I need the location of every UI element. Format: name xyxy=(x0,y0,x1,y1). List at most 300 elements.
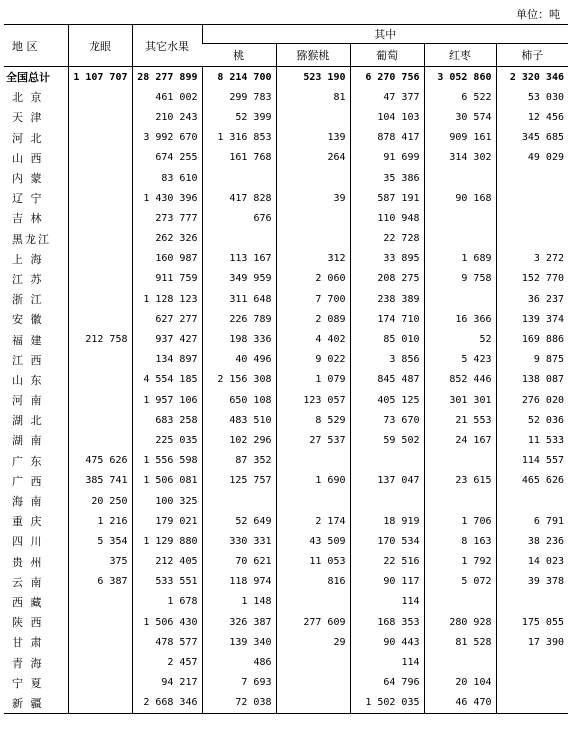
cell-persimmon: 139 374 xyxy=(496,309,568,329)
cell-kiwi xyxy=(276,229,350,249)
cell-peach: 125 757 xyxy=(202,471,276,491)
cell-grape: 845 487 xyxy=(350,370,424,390)
kiwi-header: 猕猴桃 xyxy=(276,44,350,67)
cell-peach: 87 352 xyxy=(202,451,276,471)
cell-persimmon: 9 875 xyxy=(496,350,568,370)
cell-peach: 299 783 xyxy=(202,87,276,107)
cell-grape xyxy=(350,491,424,511)
cell-region: 新 疆 xyxy=(4,693,68,714)
cell-peach: 139 340 xyxy=(202,632,276,652)
table-row xyxy=(4,370,568,390)
cell-peach: 226 789 xyxy=(202,309,276,329)
cell-persimmon: 14 023 xyxy=(496,552,568,572)
cell-kiwi: 139 xyxy=(276,128,350,148)
cell-peach: 676 xyxy=(202,208,276,228)
table-row xyxy=(4,87,568,107)
cell-grape: 238 389 xyxy=(350,289,424,309)
cell-region: 广 东 xyxy=(12,454,44,468)
table-row xyxy=(4,511,568,531)
cell-grape: 114 xyxy=(350,652,424,672)
cell-peach: 417 828 xyxy=(202,188,276,208)
cell-other: 225 035 xyxy=(132,430,202,450)
table-row xyxy=(4,491,568,511)
cell-grape: 104 103 xyxy=(350,107,424,127)
cell-jujube xyxy=(424,208,496,228)
cell-grape: 170 534 xyxy=(350,531,424,551)
cell-grape: 33 895 xyxy=(350,249,424,269)
table-row xyxy=(4,592,568,612)
unit-label: 单位：吨 xyxy=(516,8,560,21)
grape-header: 葡萄 xyxy=(350,44,424,67)
cell-persimmon: 12 456 xyxy=(496,107,568,127)
cell-jujube: 1 689 xyxy=(424,249,496,269)
cell-persimmon: 169 886 xyxy=(496,329,568,349)
cell-longan: 5 354 xyxy=(68,531,132,551)
cell-peach: 40 496 xyxy=(202,350,276,370)
cell-peach xyxy=(202,229,276,249)
cell-longan: 375 xyxy=(68,552,132,572)
cell-kiwi xyxy=(276,491,350,511)
cell-grape: 208 275 xyxy=(350,269,424,289)
cell-peach: 52 399 xyxy=(202,107,276,127)
table-row xyxy=(4,471,568,491)
cell-jujube: 1 706 xyxy=(424,511,496,531)
cell-longan xyxy=(68,652,132,672)
cell-peach xyxy=(202,168,276,188)
cell-peach: 198 336 xyxy=(202,329,276,349)
cell-region: 山 西 xyxy=(12,151,44,165)
cell-other: 262 326 xyxy=(132,229,202,249)
table-row xyxy=(4,652,568,672)
cell-persimmon: 152 770 xyxy=(496,269,568,289)
cell-other: 94 217 xyxy=(132,673,202,693)
cell-persimmon: 49 029 xyxy=(496,148,568,168)
cell-jujube xyxy=(424,592,496,612)
cell-jujube: 1 792 xyxy=(424,552,496,572)
cell-kiwi: 123 057 xyxy=(276,390,350,410)
cell-other: 1 506 081 xyxy=(132,471,202,491)
table-row xyxy=(4,572,568,592)
cell-grape: 47 377 xyxy=(350,87,424,107)
cell-jujube: 20 104 xyxy=(424,673,496,693)
cell-grape xyxy=(350,451,424,471)
table-row xyxy=(4,269,568,289)
cell-peach: 72 038 xyxy=(202,693,276,714)
cell-other: 1 556 598 xyxy=(132,451,202,471)
table-row xyxy=(4,350,568,370)
cell-persimmon: 138 087 xyxy=(496,370,568,390)
table-row xyxy=(4,632,568,652)
cell-jujube: 6 522 xyxy=(424,87,496,107)
cell-grape: 18 919 xyxy=(350,511,424,531)
cell-peach: 349 959 xyxy=(202,269,276,289)
cell-region: 贵 州 xyxy=(12,555,44,569)
cell-kiwi: 4 402 xyxy=(276,329,350,349)
cell-jujube xyxy=(424,289,496,309)
cell-longan xyxy=(68,188,132,208)
cell-grape: 587 191 xyxy=(350,188,424,208)
cell-peach: 113 167 xyxy=(202,249,276,269)
cell-peach xyxy=(202,491,276,511)
cell-jujube xyxy=(424,229,496,249)
cell-region: 云 南 xyxy=(12,575,44,589)
cell-grape: 73 670 xyxy=(350,410,424,430)
cell-jujube: 5 072 xyxy=(424,572,496,592)
cell-jujube: 314 302 xyxy=(424,148,496,168)
cell-jujube xyxy=(424,451,496,471)
table-body xyxy=(4,67,568,714)
cell-longan: 212 758 xyxy=(68,329,132,349)
cell-region: 江 苏 xyxy=(12,272,44,286)
cell-other: 1 430 396 xyxy=(132,188,202,208)
cell-peach: 483 510 xyxy=(202,410,276,430)
cell-grape: 90 117 xyxy=(350,572,424,592)
cell-longan xyxy=(68,87,132,107)
cell-persimmon: 345 685 xyxy=(496,128,568,148)
cell-longan xyxy=(68,249,132,269)
cell-grape: 110 948 xyxy=(350,208,424,228)
cell-kiwi: 2 174 xyxy=(276,511,350,531)
cell-kiwi: 81 xyxy=(276,87,350,107)
cell-region: 江 西 xyxy=(12,353,44,367)
cell-kiwi: 7 700 xyxy=(276,289,350,309)
cell-kiwi: 11 053 xyxy=(276,552,350,572)
cell-jujube: 16 366 xyxy=(424,309,496,329)
cell-jujube: 8 163 xyxy=(424,531,496,551)
cell-persimmon: 36 237 xyxy=(496,289,568,309)
cell-other: 1 506 430 xyxy=(132,612,202,632)
cell-persimmon xyxy=(496,188,568,208)
cell-kiwi: 312 xyxy=(276,249,350,269)
cell-jujube xyxy=(424,652,496,672)
cell-region: 内 蒙 xyxy=(12,172,44,186)
cell-persimmon: 17 390 xyxy=(496,632,568,652)
cell-grape: 3 856 xyxy=(350,350,424,370)
cell-grape: 22 728 xyxy=(350,229,424,249)
cell-grape: 85 010 xyxy=(350,329,424,349)
cell-kiwi: 39 xyxy=(276,188,350,208)
cell-persimmon: 53 030 xyxy=(496,87,568,107)
cell-other: 28 277 899 xyxy=(132,67,202,88)
cell-persimmon xyxy=(496,652,568,672)
cell-peach: 70 621 xyxy=(202,552,276,572)
cell-jujube: 5 423 xyxy=(424,350,496,370)
cell-other: 212 405 xyxy=(132,552,202,572)
cell-longan xyxy=(68,128,132,148)
cell-persimmon: 11 533 xyxy=(496,430,568,450)
cell-region: 全国总计 xyxy=(4,67,68,88)
cell-jujube xyxy=(424,168,496,188)
total-row xyxy=(4,67,568,88)
cell-kiwi: 1 690 xyxy=(276,471,350,491)
cell-other: 461 002 xyxy=(132,87,202,107)
cell-persimmon: 6 791 xyxy=(496,511,568,531)
table-row xyxy=(4,693,568,714)
cell-persimmon: 114 557 xyxy=(496,451,568,471)
cell-longan xyxy=(68,410,132,430)
cell-other: 2 457 xyxy=(132,652,202,672)
cell-jujube: 3 052 860 xyxy=(424,67,496,88)
cell-kiwi xyxy=(276,168,350,188)
cell-peach: 52 649 xyxy=(202,511,276,531)
cell-peach: 486 xyxy=(202,652,276,672)
cell-jujube: 52 xyxy=(424,329,496,349)
cell-longan: 385 741 xyxy=(68,471,132,491)
cell-region: 浙 江 xyxy=(12,293,44,307)
cell-longan: 20 250 xyxy=(68,491,132,511)
cell-longan: 475 626 xyxy=(68,451,132,471)
cell-peach: 311 648 xyxy=(202,289,276,309)
cell-jujube: 81 528 xyxy=(424,632,496,652)
cell-other: 674 255 xyxy=(132,148,202,168)
cell-persimmon xyxy=(496,693,568,714)
cell-jujube xyxy=(424,491,496,511)
cell-other: 160 987 xyxy=(132,249,202,269)
cell-grape: 35 386 xyxy=(350,168,424,188)
cell-kiwi: 27 537 xyxy=(276,430,350,450)
table-row xyxy=(4,309,568,329)
cell-kiwi xyxy=(276,673,350,693)
cell-grape: 91 699 xyxy=(350,148,424,168)
table-row xyxy=(4,168,568,188)
cell-other: 1 678 xyxy=(132,592,202,612)
cell-other: 1 129 880 xyxy=(132,531,202,551)
cell-jujube: 909 161 xyxy=(424,128,496,148)
table-row xyxy=(4,531,568,551)
cell-region: 上 海 xyxy=(12,252,44,266)
jujube-header: 红枣 xyxy=(424,44,496,67)
cell-persimmon xyxy=(496,208,568,228)
cell-other: 83 610 xyxy=(132,168,202,188)
table-row xyxy=(4,289,568,309)
cell-region: 天 津 xyxy=(12,111,44,125)
cell-longan: 1 107 707 xyxy=(68,67,132,88)
cell-region: 湖 北 xyxy=(12,414,44,428)
cell-other: 134 897 xyxy=(132,350,202,370)
cell-peach: 7 693 xyxy=(202,673,276,693)
cell-peach: 326 387 xyxy=(202,612,276,632)
cell-grape: 114 xyxy=(350,592,424,612)
cell-jujube: 23 615 xyxy=(424,471,496,491)
cell-longan xyxy=(68,229,132,249)
cell-grape: 168 353 xyxy=(350,612,424,632)
cell-kiwi: 29 xyxy=(276,632,350,652)
cell-other: 4 554 185 xyxy=(132,370,202,390)
cell-persimmon xyxy=(496,168,568,188)
cell-grape: 90 443 xyxy=(350,632,424,652)
cell-kiwi: 816 xyxy=(276,572,350,592)
cell-longan xyxy=(68,168,132,188)
cell-peach: 161 768 xyxy=(202,148,276,168)
cell-other: 2 668 346 xyxy=(132,693,202,714)
cell-longan xyxy=(68,693,132,714)
cell-kiwi: 523 190 xyxy=(276,67,350,88)
cell-region: 湖 南 xyxy=(12,434,44,448)
cell-other: 210 243 xyxy=(132,107,202,127)
cell-longan xyxy=(68,612,132,632)
longan-header: 龙眼 xyxy=(68,25,132,67)
cell-longan xyxy=(68,592,132,612)
table-row xyxy=(4,430,568,450)
table-row xyxy=(4,249,568,269)
cell-kiwi xyxy=(276,208,350,228)
cell-jujube: 9 758 xyxy=(424,269,496,289)
persimmon-header: 柿子 xyxy=(496,44,568,67)
cell-persimmon: 465 626 xyxy=(496,471,568,491)
table-row xyxy=(4,451,568,471)
table-row xyxy=(4,128,568,148)
cell-region: 青 海 xyxy=(12,656,44,670)
cell-other: 100 325 xyxy=(132,491,202,511)
cell-grape: 878 417 xyxy=(350,128,424,148)
cell-region: 陕 西 xyxy=(12,616,44,630)
table-row xyxy=(4,390,568,410)
table-row xyxy=(4,229,568,249)
cell-kiwi: 277 609 xyxy=(276,612,350,632)
cell-peach: 1 316 853 xyxy=(202,128,276,148)
cell-longan xyxy=(68,309,132,329)
cell-grape: 64 796 xyxy=(350,673,424,693)
cell-kiwi xyxy=(276,451,350,471)
cell-persimmon xyxy=(496,491,568,511)
cell-other: 533 551 xyxy=(132,572,202,592)
cell-other: 683 258 xyxy=(132,410,202,430)
cell-region: 福 建 xyxy=(12,333,44,347)
cell-kiwi xyxy=(276,107,350,127)
cell-other: 1 128 123 xyxy=(132,289,202,309)
cell-peach: 330 331 xyxy=(202,531,276,551)
cell-other: 937 427 xyxy=(132,329,202,349)
cell-region: 吉 林 xyxy=(12,212,44,226)
cell-kiwi: 1 079 xyxy=(276,370,350,390)
table-row xyxy=(4,208,568,228)
cell-grape: 22 516 xyxy=(350,552,424,572)
cell-region: 重 庆 xyxy=(12,515,44,529)
table-row xyxy=(4,410,568,430)
cell-other: 3 992 670 xyxy=(132,128,202,148)
cell-other: 1 957 106 xyxy=(132,390,202,410)
cell-longan: 6 387 xyxy=(68,572,132,592)
cell-persimmon: 52 036 xyxy=(496,410,568,430)
cell-persimmon: 276 020 xyxy=(496,390,568,410)
cell-grape: 405 125 xyxy=(350,390,424,410)
cell-kiwi xyxy=(276,693,350,714)
cell-region: 甘 肃 xyxy=(12,636,44,650)
table-row xyxy=(4,188,568,208)
cell-peach: 650 108 xyxy=(202,390,276,410)
cell-region: 山 东 xyxy=(12,373,44,387)
cell-region: 广 西 xyxy=(12,474,44,488)
cell-persimmon xyxy=(496,592,568,612)
cell-longan xyxy=(68,370,132,390)
table-row xyxy=(4,552,568,572)
cell-region: 宁 夏 xyxy=(12,676,44,690)
cell-persimmon xyxy=(496,673,568,693)
cell-jujube: 852 446 xyxy=(424,370,496,390)
cell-kiwi: 264 xyxy=(276,148,350,168)
cell-persimmon: 175 055 xyxy=(496,612,568,632)
cell-longan xyxy=(68,390,132,410)
cell-kiwi: 2 089 xyxy=(276,309,350,329)
fruit-production-table xyxy=(4,24,568,714)
region-header: 地 区 xyxy=(4,25,68,67)
cell-peach: 8 214 700 xyxy=(202,67,276,88)
cell-kiwi: 2 060 xyxy=(276,269,350,289)
cell-region: 北 京 xyxy=(12,91,44,105)
table-row xyxy=(4,148,568,168)
cell-region: 辽 宁 xyxy=(12,192,44,206)
cell-other: 179 021 xyxy=(132,511,202,531)
cell-kiwi: 9 022 xyxy=(276,350,350,370)
cell-jujube: 280 928 xyxy=(424,612,496,632)
cell-persimmon: 2 320 346 xyxy=(496,67,568,88)
cell-region: 安 徽 xyxy=(12,313,44,327)
cell-jujube: 46 470 xyxy=(424,693,496,714)
cell-region: 河 南 xyxy=(12,394,44,408)
cell-longan xyxy=(68,289,132,309)
cell-longan xyxy=(68,107,132,127)
of-which-header: 其中 xyxy=(202,25,568,44)
cell-peach: 102 296 xyxy=(202,430,276,450)
other-fruit-header: 其它水果 xyxy=(132,25,202,67)
cell-region: 西 藏 xyxy=(12,595,44,609)
cell-other: 478 577 xyxy=(132,632,202,652)
table-row xyxy=(4,612,568,632)
cell-longan xyxy=(68,269,132,289)
cell-grape: 174 710 xyxy=(350,309,424,329)
cell-kiwi: 8 529 xyxy=(276,410,350,430)
peach-header: 桃 xyxy=(202,44,276,67)
table-row xyxy=(4,329,568,349)
cell-longan xyxy=(68,632,132,652)
cell-longan xyxy=(68,350,132,370)
cell-grape: 1 502 035 xyxy=(350,693,424,714)
cell-jujube: 301 301 xyxy=(424,390,496,410)
cell-persimmon: 39 378 xyxy=(496,572,568,592)
cell-other: 911 759 xyxy=(132,269,202,289)
cell-region: 海 南 xyxy=(12,495,44,509)
cell-longan xyxy=(68,148,132,168)
cell-longan xyxy=(68,208,132,228)
cell-region: 河 北 xyxy=(12,131,44,145)
cell-jujube: 21 553 xyxy=(424,410,496,430)
cell-longan xyxy=(68,673,132,693)
cell-kiwi: 43 509 xyxy=(276,531,350,551)
cell-grape: 6 270 756 xyxy=(350,67,424,88)
cell-peach: 2 156 308 xyxy=(202,370,276,390)
cell-persimmon: 3 272 xyxy=(496,249,568,269)
cell-other: 273 777 xyxy=(132,208,202,228)
cell-persimmon xyxy=(496,229,568,249)
cell-jujube: 24 167 xyxy=(424,430,496,450)
cell-kiwi xyxy=(276,652,350,672)
cell-longan xyxy=(68,430,132,450)
cell-jujube: 90 168 xyxy=(424,188,496,208)
cell-peach: 118 974 xyxy=(202,572,276,592)
cell-persimmon: 38 236 xyxy=(496,531,568,551)
cell-longan: 1 216 xyxy=(68,511,132,531)
cell-grape: 59 502 xyxy=(350,430,424,450)
cell-kiwi xyxy=(276,592,350,612)
table-row xyxy=(4,673,568,693)
cell-region: 黑龙江 xyxy=(12,232,51,246)
cell-grape: 137 047 xyxy=(350,471,424,491)
table-row xyxy=(4,107,568,127)
cell-region: 四 川 xyxy=(12,535,44,549)
cell-other: 627 277 xyxy=(132,309,202,329)
cell-peach: 1 148 xyxy=(202,592,276,612)
cell-jujube: 30 574 xyxy=(424,107,496,127)
